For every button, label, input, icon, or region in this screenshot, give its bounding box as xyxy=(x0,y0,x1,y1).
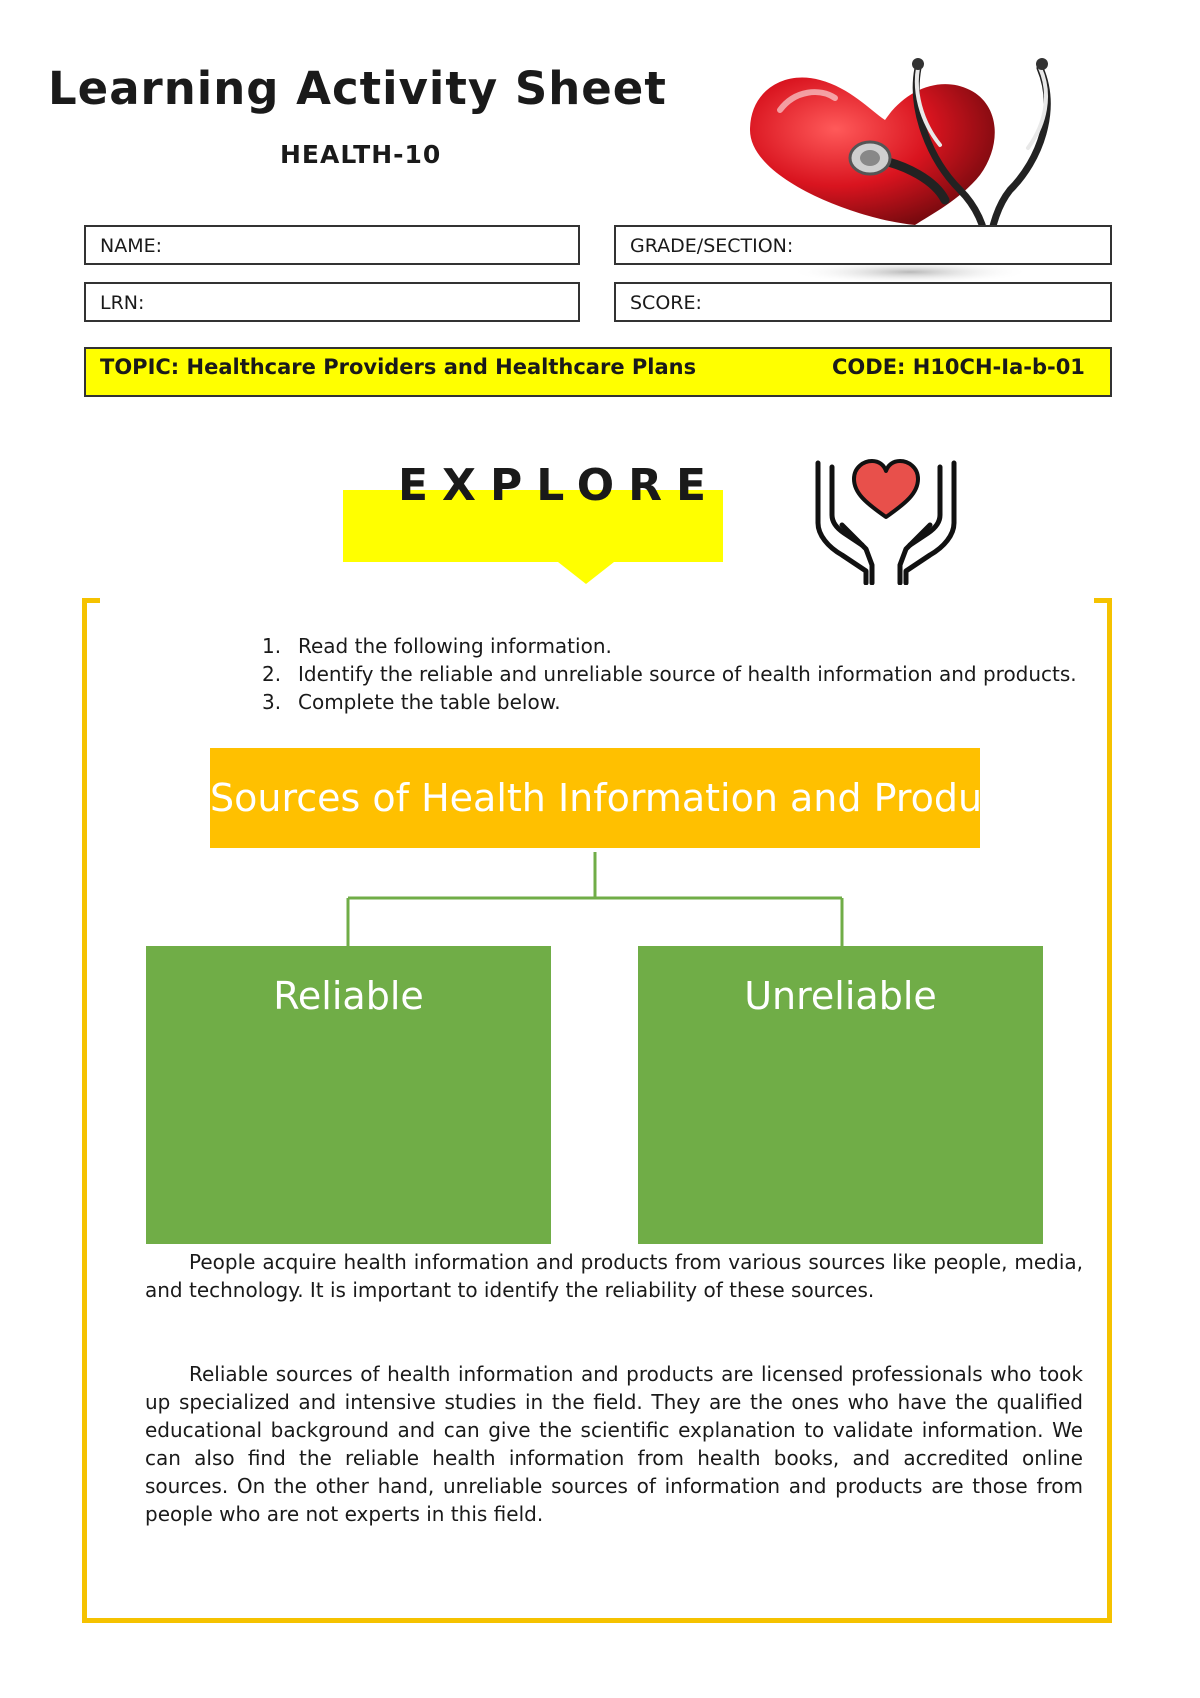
instruction-item xyxy=(252,632,1092,660)
paragraph-intro xyxy=(145,1248,1083,1304)
unreliable-box[interactable] xyxy=(638,946,1043,1244)
instruction-text: Complete the table below. xyxy=(298,690,561,714)
code-label: CODE: H10CH-Ia-b-01 xyxy=(832,355,1085,379)
instruction-text: Identify the reliable and unreliable source of health information and products. xyxy=(298,662,1077,686)
name-field[interactable] xyxy=(84,225,580,265)
subject-subtitle: HEALTH-10 xyxy=(280,140,442,169)
diagram-root-box: Sources of Health Information and Products xyxy=(210,748,980,848)
topic-bar xyxy=(84,347,1112,397)
explore-arrow-icon xyxy=(558,562,614,584)
frame-corner-left xyxy=(82,598,100,603)
diagram-connector xyxy=(140,848,1060,946)
explore-heading: EXPLORE xyxy=(398,460,721,511)
reliable-label: Reliable xyxy=(273,974,424,1018)
score-label: SCORE: xyxy=(630,292,702,314)
topic-label: TOPIC: Healthcare Providers and Healthcare Plans xyxy=(100,355,697,379)
instructions-list xyxy=(252,632,1092,716)
lrn-label: LRN: xyxy=(100,292,145,314)
page-title: Learning Activity Sheet xyxy=(48,62,667,115)
grade-section-field[interactable] xyxy=(614,225,1112,265)
name-label: NAME: xyxy=(100,235,163,257)
instruction-number: 3. xyxy=(262,690,282,714)
hands-heart-icon xyxy=(806,455,966,585)
instruction-text: Read the following information. xyxy=(298,634,612,658)
lrn-field[interactable] xyxy=(84,282,580,322)
instruction-number: 1. xyxy=(262,634,282,658)
paragraph-text: Reliable sources of health information and products are licensed professionals who took up specialized and intensive studies in the field. They are the ones who have the qualified educational background and can give the scientific explanation to validate information. We can also find the reliable health information from health books, and accredited online sources. On the other hand, unreliable sources of information and products are those from people who are not experts in this field. xyxy=(145,1362,1083,1526)
paragraph-text: People acquire health information and products from various sources like people, media, and technology. It is important to identify the reliability of these sources. xyxy=(145,1250,1083,1302)
grade-section-label: GRADE/SECTION: xyxy=(630,235,794,257)
reliable-box[interactable] xyxy=(146,946,551,1244)
paragraph-details xyxy=(145,1360,1083,1528)
instruction-item xyxy=(252,660,1092,688)
unreliable-label: Unreliable xyxy=(744,974,937,1018)
instruction-item xyxy=(252,688,1092,716)
sources-diagram xyxy=(140,748,1060,1248)
instruction-number: 2. xyxy=(262,662,282,686)
score-field[interactable] xyxy=(614,282,1112,322)
frame-corner-right xyxy=(1094,598,1112,603)
